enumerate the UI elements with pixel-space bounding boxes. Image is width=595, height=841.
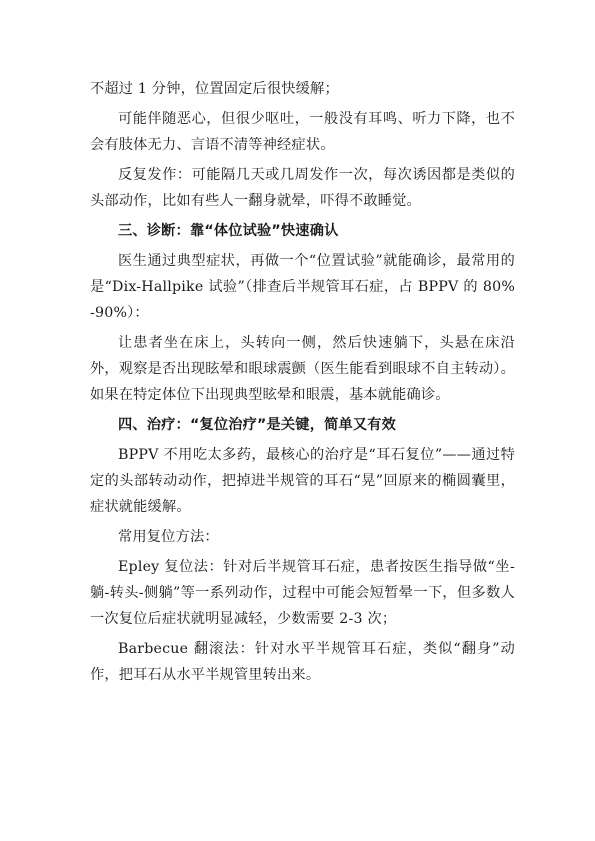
section-heading-diagnosis: 三、诊断：靠“体位试验”快速确认 [118, 223, 339, 239]
paragraph-diagnosis-intro: 医生通过典型症状，再做一个“位置试验”就能确诊，最常用的是“Dix-Hallpike 试验”（排查后半规管耳石症，占 BPPV 的 80%-90%）： [90, 253, 515, 321]
section-heading-treatment: 四、治疗：“复位治疗”是关键，简单又有效 [118, 417, 397, 433]
document-body [90, 76, 515, 692]
paragraph-epley-method: Epley 复位法：针对后半规管耳石症，患者按医生指导做“坐-躺-转头-侧躺”等一系列动作，过程中可能会短暂晕一下，但多数人一次复位后症状就明显减轻，少数需要 2-3 次； [90, 559, 515, 627]
paragraph-recurrence: 反复发作：可能隔几天或几周发作一次，每次诱因都是类似的头部动作，比如有些人一翻身就晕，吓得不敢睡觉。 [90, 167, 515, 209]
paragraph-methods-label: 常用复位方法： [118, 529, 219, 545]
paragraph-treatment-intro: BPPV 不用吃太多药，最核心的治疗是“耳石复位”——通过特定的头部转动动作，把掉进半规管的耳石“晃”回原来的椭圆囊里，症状就能缓解。 [90, 447, 515, 515]
paragraph-diagnosis-procedure: 让患者坐在床上，头转向一侧，然后快速躺下，头悬在床沿外，观察是否出现眩晕和眼球震颤（医生能看到眼球不自主转动）。如果在特定体位下出现典型眩晕和眼震，基本就能确诊。 [90, 335, 515, 403]
paragraph-barbecue-method: Barbecue 翻滚法：针对水平半规管耳石症，类似“翻身”动作，把耳石从水平半规管里转出来。 [90, 641, 515, 683]
paragraph-continuation: 不超过 1 分钟，位置固定后很快缓解； [90, 81, 339, 97]
paragraph-nausea: 可能伴随恶心，但很少呕吐，一般没有耳鸣、听力下降，也不会有肢体无力、言语不清等神经症状。 [90, 111, 515, 153]
